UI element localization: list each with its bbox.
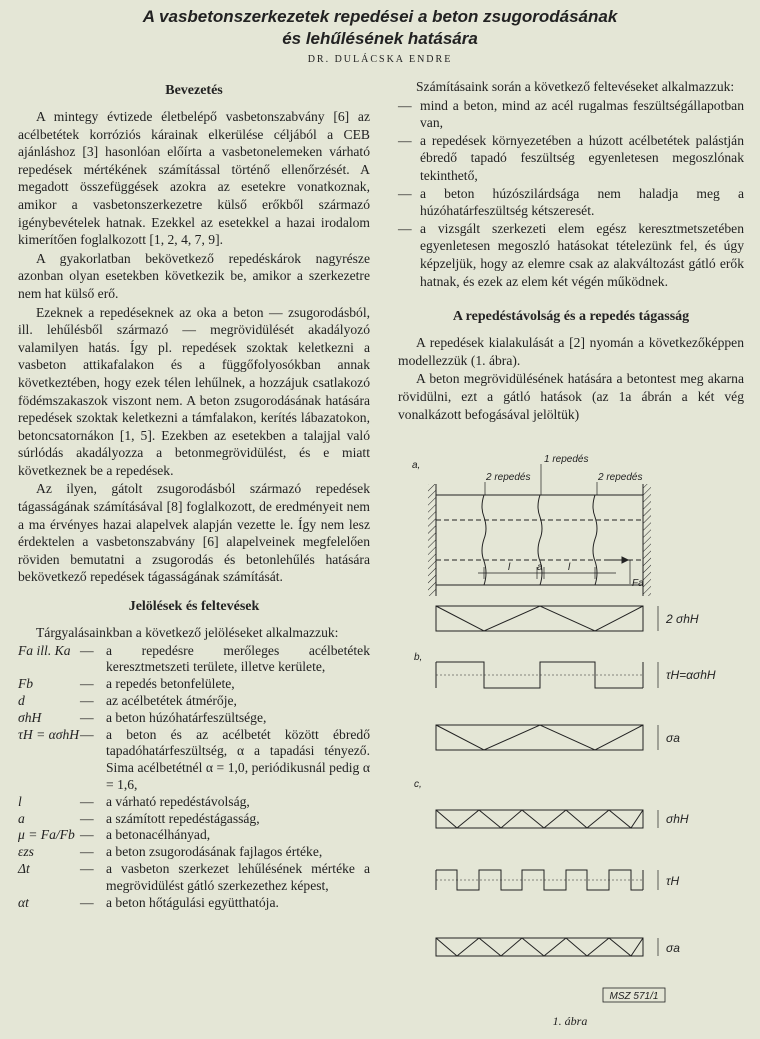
standard-stamp: MSZ 571/1 bbox=[609, 991, 659, 1002]
notation-row bbox=[18, 643, 370, 677]
stress-zigzag-a bbox=[436, 606, 643, 631]
section-paragraph-2: A beton megrövidülésének hatására a betontest meg akarna rövidülni, ezt a gátló hatások (az 1a ábrán a két vég vonalkázott befogásával jelöltük) bbox=[398, 371, 744, 422]
assumptions-intro: Számításaink során a következő feltevéseket alkalmazzuk: bbox=[416, 79, 735, 94]
intro-heading: Bevezetés bbox=[165, 83, 223, 98]
figure-1 bbox=[398, 450, 748, 1010]
notation-description: a repedés betonfelülete, bbox=[106, 676, 235, 692]
stress-zigzag-c bbox=[436, 810, 643, 828]
notation-description: a vasbeton szerkezet lehűlésének mértéke a megrövidülést gátló szerkezethez képest, bbox=[106, 860, 370, 893]
notation-row bbox=[18, 710, 370, 727]
diagram-bond-stress-b bbox=[436, 662, 716, 688]
steel-frame-b bbox=[436, 725, 643, 750]
intro-paragraph-4: Az ilyen, gátolt zsugorodásból származó repedések tágasságának számításával [8] foglalkozott, de eredményeit nem a ma érvényes hazai alapelvek alapján vezette le. Így nem lesz érdektelen a vasbetonszabvány [6] alapelveinek megfelelően röviden bemutatni a zsugorodás és betonlehűlés hatására bekövetkező repedések tágasságának számítását. bbox=[18, 481, 370, 585]
section-heading: A repedéstávolság és a repedés tágasság bbox=[452, 309, 690, 325]
notation-intro: Tárgyalásainkban a következő jelöléseket alkalmazzuk: bbox=[36, 625, 339, 641]
notation-symbol: σhH bbox=[18, 709, 42, 725]
force-label: Fa bbox=[632, 578, 644, 589]
notation-symbol: αt bbox=[18, 894, 29, 910]
steel-zigzag-b bbox=[436, 725, 643, 750]
notation-symbol: l bbox=[18, 793, 22, 809]
author: DR. DULÁCSKA ENDRE bbox=[307, 54, 453, 65]
diagram-bond-stress-c bbox=[436, 870, 679, 890]
notation-symbol: d bbox=[18, 693, 25, 709]
notation-dash: — bbox=[80, 793, 94, 809]
notation-row bbox=[18, 727, 370, 794]
two-cracks-right-label: 2 repedés bbox=[598, 472, 643, 483]
diagram-steel-stress-c bbox=[436, 938, 680, 956]
notation-dash: — bbox=[80, 693, 94, 709]
stress-frame-a bbox=[436, 606, 643, 631]
notation-row bbox=[18, 861, 370, 895]
notation-description: a repedésre merőleges acélbetétek keresztmetszeti területe, illetve kerülete, bbox=[106, 642, 370, 675]
label-sigma-a-c: σa bbox=[666, 941, 680, 955]
title-line-1: A vasbetonszerkezetek repedései a beton zsugorodásának bbox=[142, 7, 618, 26]
panel-c-label: c, bbox=[414, 779, 422, 790]
notation-table bbox=[18, 643, 370, 912]
bond-square-c bbox=[436, 870, 643, 890]
notation-dash: — bbox=[80, 894, 94, 910]
notation-description: a beton húzóhatárfeszültsége, bbox=[106, 709, 267, 725]
assumption-item: — mind a beton, mind az acél rugalmas feszültségállapotban van, bbox=[398, 97, 744, 132]
notation-row bbox=[18, 811, 370, 828]
assumption-item: — a beton húzószilárdsága nem haladja meg a húzóhatárfeszültség kétszeresét. bbox=[398, 185, 744, 220]
notation-row bbox=[18, 676, 370, 693]
diagram-concrete-stress-a bbox=[436, 606, 699, 631]
label-2-sigma-hH: 2 σhH bbox=[666, 612, 699, 626]
figure-caption: 1. ábra bbox=[552, 1014, 588, 1028]
notation-symbol: a bbox=[18, 810, 25, 826]
label-tau-H-c: τH bbox=[666, 874, 680, 888]
figure-panel-a bbox=[412, 454, 651, 596]
right-column bbox=[398, 78, 744, 424]
notation-row bbox=[18, 794, 370, 811]
section-paragraph-1: A repedések kialakulását a [2] nyomán a következőképpen modellezzük (1. ábra). bbox=[398, 335, 744, 368]
notation-dash: — bbox=[80, 844, 94, 860]
label-sigma-a-b: σa bbox=[666, 731, 680, 745]
dim-l-left: l bbox=[508, 562, 511, 573]
notation-dash: — bbox=[80, 709, 94, 725]
notation-row bbox=[18, 693, 370, 710]
notation-dash: — bbox=[80, 860, 94, 876]
dim-a: a bbox=[537, 562, 543, 573]
notation-row bbox=[18, 895, 370, 912]
left-support-hatch bbox=[428, 484, 436, 596]
diagram-concrete-stress-c bbox=[436, 810, 689, 828]
assumption-item: — a vizsgált szerkezeti elem egész keresztmetszetében egyenletesen megoszló hatásokat tételezünk fel, és úgy képzeljük, hogy az elemre csak az alakváltozást gátló erők hatnak, és ezek az elem két végén működnek. bbox=[398, 220, 744, 290]
notation-dash: — bbox=[80, 642, 94, 658]
notation-symbol: τH = ασhH bbox=[18, 726, 80, 742]
notation-row bbox=[18, 827, 370, 844]
notation-symbol: μ = Fa/Fb bbox=[18, 827, 75, 843]
notation-row bbox=[18, 844, 370, 861]
notation-dash: — bbox=[80, 726, 94, 742]
assumption-item: — a repedések környezetében a húzott acélbetétek palástján ébredő tapadó feszültség egyenletesen megoszlónak tekinthető, bbox=[398, 132, 744, 185]
notation-description: a várható repedéstávolság, bbox=[106, 793, 250, 809]
notation-dash: — bbox=[80, 827, 94, 843]
panel-a-label: a, bbox=[412, 460, 421, 471]
notation-heading: Jelölések és feltevések bbox=[128, 599, 260, 615]
notation-symbol: εzs bbox=[18, 844, 34, 860]
label-sigma-hH-c: σhH bbox=[666, 812, 689, 826]
notation-description: az acélbetétek átmérője, bbox=[106, 693, 237, 709]
steel-zigzag-c bbox=[436, 938, 643, 956]
panel-b-label: b, bbox=[414, 652, 423, 663]
label-tau-H-b: τH=ασhH bbox=[666, 668, 716, 682]
force-arrow-head bbox=[622, 557, 628, 563]
right-support-hatch bbox=[643, 484, 651, 596]
intro-paragraph-3: Ezeknek a repedéseknek az oka a beton — zsugorodásból, ill. lehűlésből származó — megrövidülését akadályozó valamilyen hatás. Így pl. repedések szoktak keletkezni a vasbeton attikafalakon és a függőfolyosókban annak következtében, hogy ezek télen lehűlnek, a hozzájuk csatlakozó födémszakaszok viszont nem. A beton zsugorodásának hatására repedések szoktak keletkezni a támfalakon, kerítés lábazatokon, betoncsatornákon [1, 5]. Ezekben az esetekben a talajjal való súrlódás akadályozza a betonmegrövidülést, és e miatt következnek be a repedések. bbox=[18, 304, 370, 478]
notation-symbol: Fb bbox=[18, 676, 34, 692]
notation-description: a betonacélhányad, bbox=[106, 827, 211, 843]
notation-description: a beton zsugorodásának fajlagos értéke, bbox=[106, 844, 323, 860]
notation-dash: — bbox=[80, 810, 94, 826]
diagram-steel-stress-b bbox=[436, 725, 680, 750]
notation-dash: — bbox=[80, 676, 94, 692]
intro-paragraph-1: A mintegy évtizede életbelépő vasbetonszabvány [6] az acélbetétek korróziós kárainak elkerülése céljából a CEB ajánláshoz [3] hasonlóan előírta a vasbetonelemeken várható repedések mértékének számítással történő ellenőrzését. A megadott összefüggések azokra az esetekre vonatkoznak, amikor a vasbetonszerkezetre külső erőkből származó igénybevételek hatnak. Ezekkel az esetekkel a hazai irodalom kimerítően foglalkozott [1, 2, 4, 7, 9]. bbox=[18, 109, 370, 248]
notation-description: a beton hőtágulási együtthatója. bbox=[106, 894, 279, 910]
dim-l-right: l bbox=[568, 562, 571, 573]
notation-symbol: Fa ill. Ka bbox=[18, 642, 71, 658]
one-crack-label: 1 repedés bbox=[544, 454, 589, 465]
notation-description: a számított repedéstágasság, bbox=[106, 810, 260, 826]
notation-symbol: Δt bbox=[18, 860, 30, 876]
bond-square-b bbox=[436, 662, 643, 688]
two-cracks-left-label: 2 repedés bbox=[486, 472, 531, 483]
assumptions-list bbox=[398, 97, 744, 291]
title-line-2: és lehűlésének hatására bbox=[282, 29, 478, 48]
intro-paragraph-2: A gyakorlatban bekövetkező repedéskárok nagyrésze azonban olyan esetekben következik be, amikor a szerkezetre nem hat külső erő. bbox=[18, 250, 370, 301]
left-column bbox=[18, 78, 370, 911]
notation-description: a beton és az acélbetét között ébredő tapadóhatárfeszültség, α a tapadási tényező. Sima acélbetétnél α = 1,0, periódikusnál pedig α = 1,6, bbox=[106, 726, 370, 792]
